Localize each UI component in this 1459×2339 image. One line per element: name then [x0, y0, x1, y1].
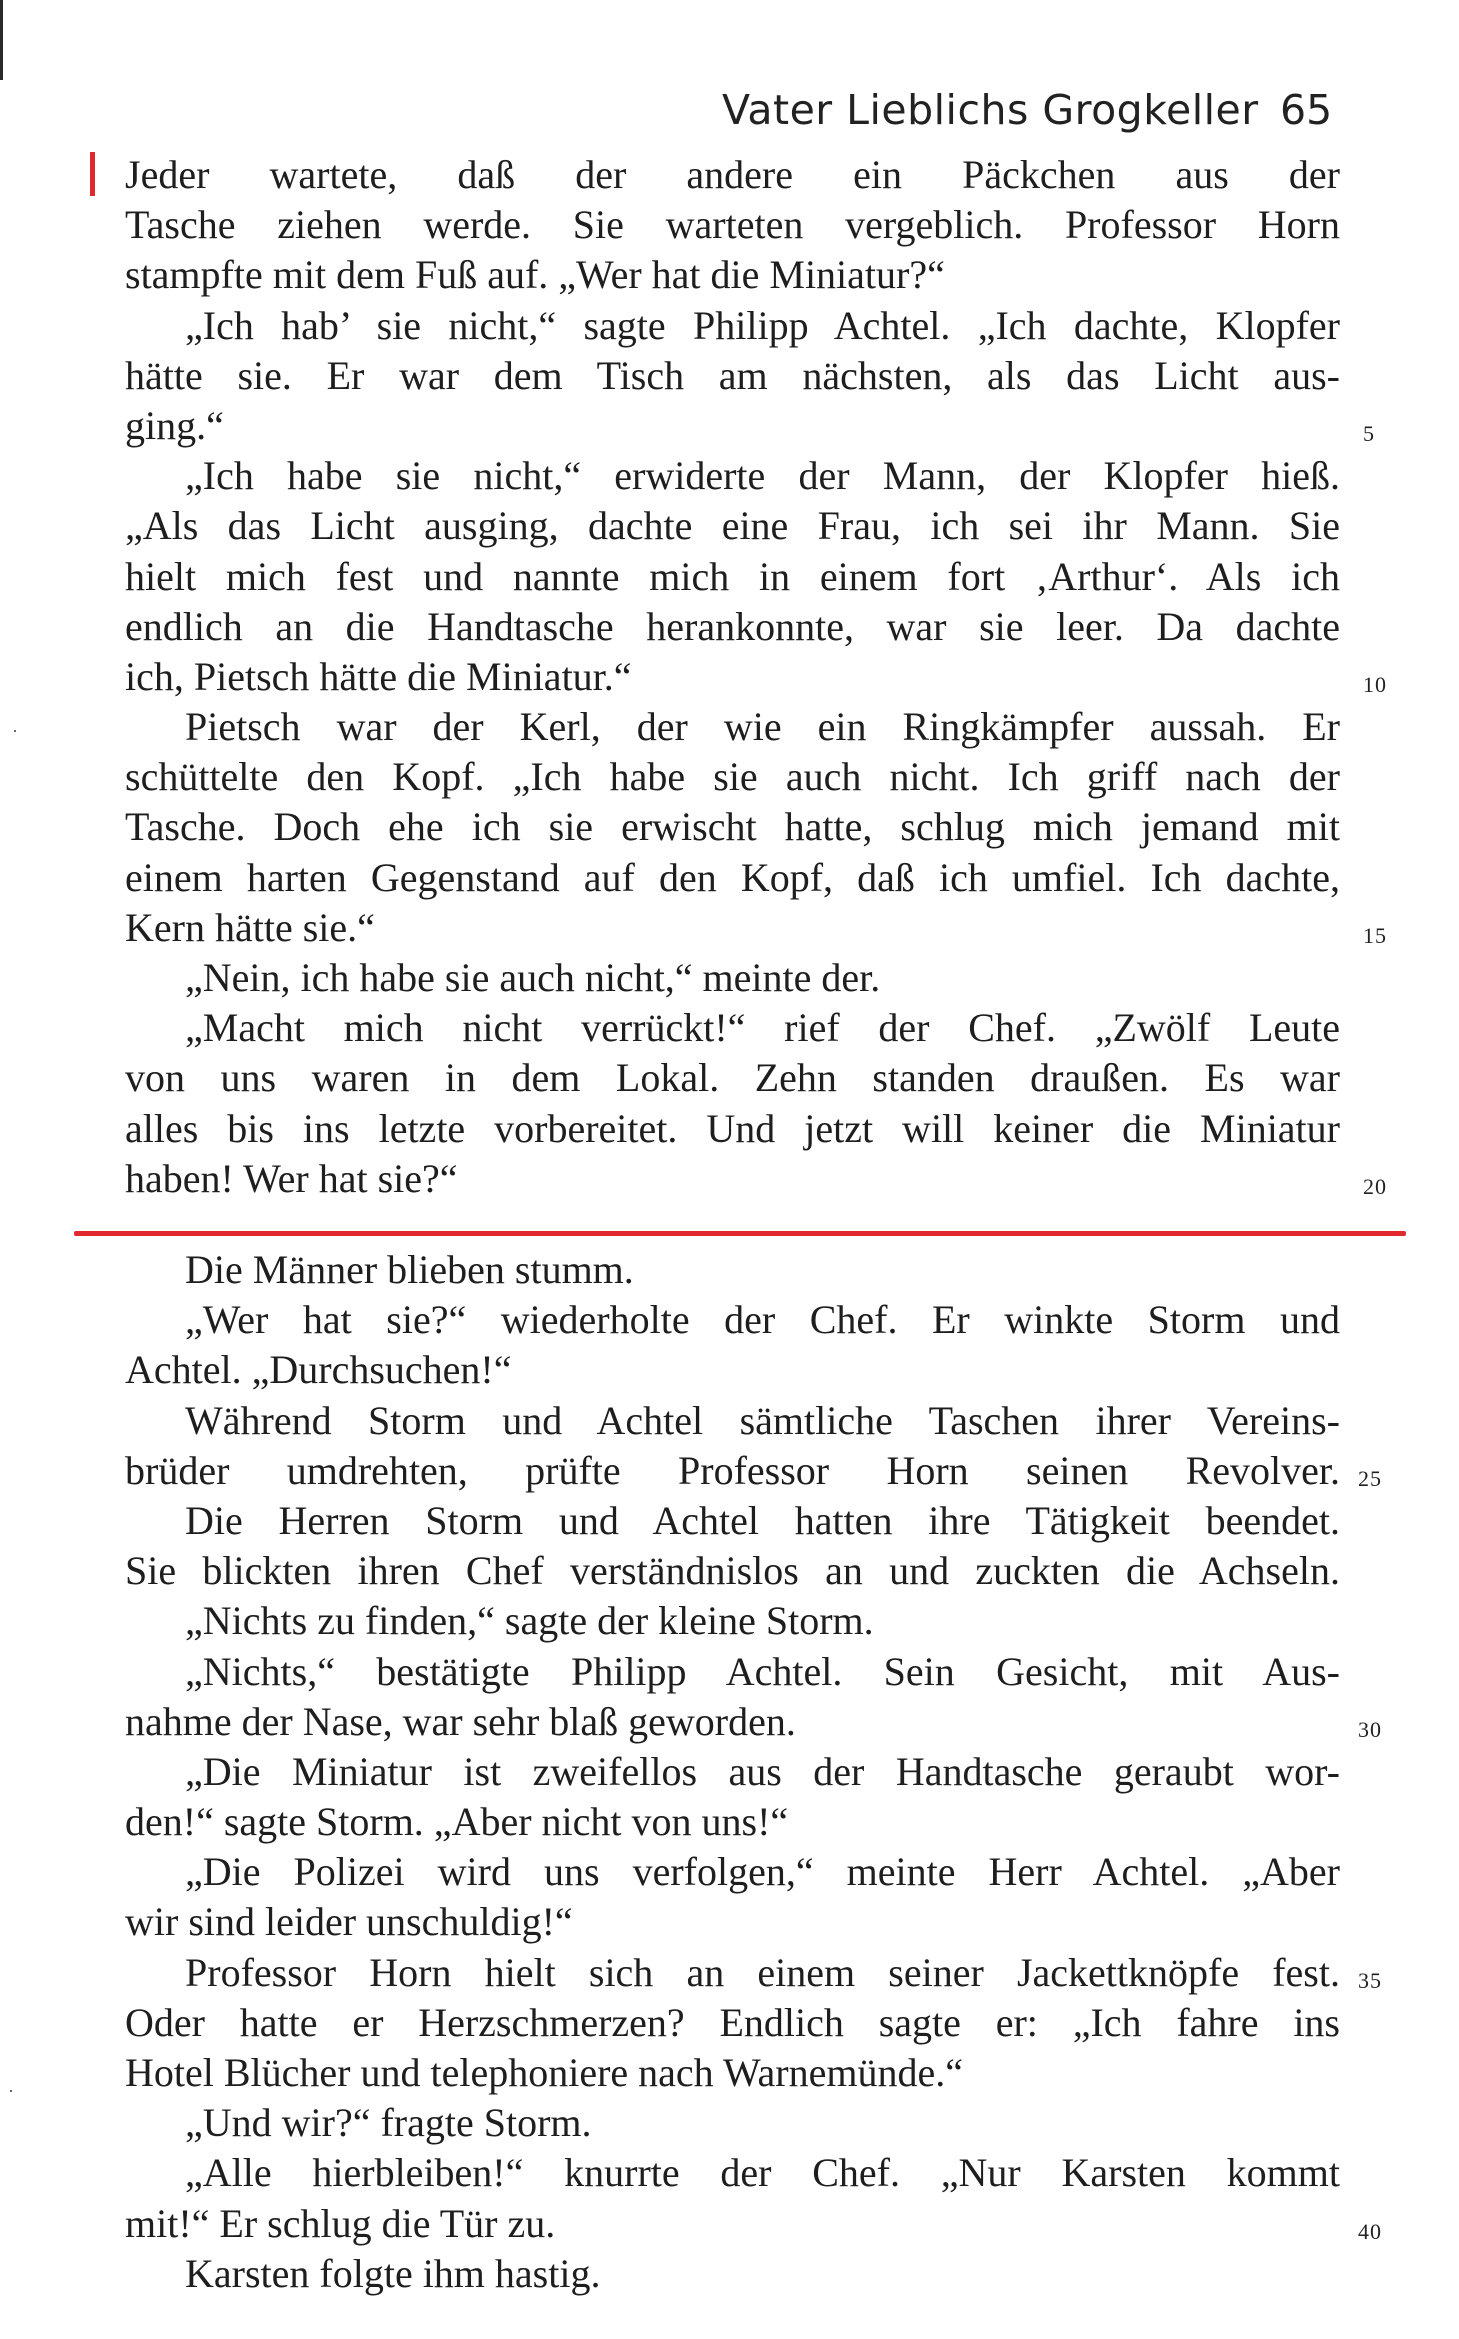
line-text: „Nichts zu finden,“ sagte der kleine Storm.	[185, 1598, 874, 1644]
line-text: Während Storm und Achtel sämtliche Taschen ihrer Vereins-	[185, 1397, 1340, 1443]
text-line	[125, 1647, 1340, 1697]
text-line	[125, 1154, 1387, 1204]
margin-speck	[14, 730, 16, 732]
line-text: Oder hatte er Herzschmerzen? Endlich sagte er: „Ich fahre ins	[125, 1999, 1340, 2045]
line-text: hätte sie. Er war dem Tisch am nächsten, als das Licht aus-	[125, 352, 1340, 398]
line-text: „Und wir?“ fragte Storm.	[185, 2100, 592, 2146]
text-line	[125, 702, 1340, 752]
line-text: „Nein, ich habe sie auch nicht,“ meinte der.	[185, 955, 881, 1000]
line-text: Sie blickten ihren Chef verständnislos an und zuckten die Achseln.	[125, 1548, 1340, 1594]
line-text: den!“ sagte Storm. „Aber nicht von uns!“	[125, 1799, 789, 1845]
red-separator-line	[74, 1231, 1406, 1236]
line-text: ich, Pietsch hätte die Miniatur.“	[125, 653, 632, 699]
text-line	[125, 2098, 1340, 2148]
text-line	[125, 351, 1340, 401]
line-text: Tasche ziehen werde. Sie warteten vergeblich. Professor Horn	[125, 202, 1340, 248]
line-text: alles bis ins letzte vorbereitet. Und jetzt will keiner die Miniatur	[125, 1105, 1340, 1151]
text-line	[125, 1053, 1340, 1103]
text-line	[125, 200, 1340, 250]
text-line	[125, 1446, 1382, 1496]
line-text: „Macht mich nicht verrückt!“ rief der Chef. „Zwölf Leute	[185, 1005, 1340, 1051]
text-line	[125, 451, 1340, 501]
line-text: haben! Wer hat sie?“	[125, 1155, 458, 1201]
text-line	[125, 1345, 1340, 1395]
text-line	[125, 301, 1340, 351]
running-header-title: Vater Lieblichs Grogkeller	[722, 86, 1259, 134]
text-line	[125, 2148, 1340, 2198]
text-line	[125, 501, 1340, 551]
line-text: Professor Horn hielt sich an einem seiner Jackettknöpfe fest.	[185, 1949, 1340, 1995]
line-text: Tasche. Doch ehe ich sie erwischt hatte, schlug mich jemand mit	[125, 804, 1340, 850]
line-text: einem harten Gegenstand auf den Kopf, daß ich umfiel. Ich dachte,	[125, 854, 1340, 900]
text-line	[125, 552, 1340, 602]
line-text: Achtel. „Durchsuchen!“	[125, 1347, 512, 1393]
text-line	[125, 150, 1340, 200]
text-line	[125, 2048, 1340, 2098]
text-line	[125, 652, 1387, 702]
text-line	[125, 1396, 1340, 1446]
text-line	[125, 2199, 1382, 2249]
line-text: Die Herren Storm und Achtel hatten ihre Tätigkeit beendet.	[185, 1497, 1340, 1543]
running-header	[700, 86, 1340, 146]
text-line	[125, 1496, 1340, 1546]
line-text: „Ich habe sie nicht,“ erwiderte der Mann, der Klopfer hieß.	[185, 453, 1340, 499]
text-line	[125, 1003, 1340, 1053]
line-text: endlich an die Handtasche herankonnte, war sie leer. Da dachte	[125, 603, 1340, 649]
text-line	[125, 1245, 1340, 1295]
line-number: 15	[1363, 922, 1387, 948]
text-block-lower	[125, 1245, 1382, 2299]
margin-speck	[10, 2090, 12, 2092]
line-text: „Wer hat sie?“ wiederholte der Chef. Er winkte Storm und	[185, 1297, 1340, 1343]
text-line	[125, 1295, 1340, 1345]
line-text: von uns waren in dem Lokal. Zehn standen draußen. Es war	[125, 1055, 1340, 1101]
text-line	[125, 1697, 1382, 1747]
text-line	[125, 1998, 1340, 2048]
line-number: 35	[1358, 1967, 1382, 1993]
text-line	[125, 1847, 1340, 1897]
line-text: Die Männer blieben stumm.	[185, 1247, 634, 1292]
text-block-upper	[125, 150, 1387, 1204]
line-text: Kern hätte sie.“	[125, 904, 375, 950]
line-text: Hotel Blücher und telephoniere nach Warnemünde.“	[125, 2050, 963, 2095]
line-text: Pietsch war der Kerl, der wie ein Ringkämpfer aussah. Er	[185, 704, 1340, 750]
text-line	[125, 1948, 1382, 1998]
line-text: Jeder wartete, daß der andere ein Päckchen aus der	[125, 152, 1340, 197]
line-text: wir sind leider unschuldig!“	[125, 1899, 573, 1945]
line-text: nahme der Nase, war sehr blaß geworden.	[125, 1698, 796, 1744]
text-line	[125, 1104, 1340, 1154]
line-text: mit!“ Er schlug die Tür zu.	[125, 2200, 556, 2246]
line-text: „Ich hab’ sie nicht,“ sagte Philipp Achtel. „Ich dachte, Klopfer	[185, 302, 1340, 348]
line-text: schüttelte den Kopf. „Ich habe sie auch nicht. Ich griff nach der	[125, 754, 1340, 800]
line-number: 5	[1363, 420, 1375, 446]
text-line	[125, 250, 1340, 300]
text-line	[125, 2249, 1340, 2299]
text-line	[125, 1747, 1340, 1797]
line-text: brüder umdrehten, prüfte Professor Horn seinen Revolver.	[125, 1447, 1340, 1493]
text-line	[125, 1546, 1340, 1596]
line-number: 20	[1363, 1173, 1387, 1199]
text-line	[125, 1897, 1340, 1947]
line-number: 30	[1358, 1716, 1382, 1742]
line-text: „Nichts,“ bestätigte Philipp Achtel. Sein Gesicht, mit Aus-	[185, 1648, 1340, 1694]
text-line	[125, 802, 1340, 852]
line-number: 40	[1358, 2218, 1382, 2244]
page-edge-line	[0, 0, 3, 80]
revision-bar-marker	[90, 152, 95, 196]
line-number: 25	[1358, 1465, 1382, 1491]
line-text: „Die Polizei wird uns verfolgen,“ meinte Herr Achtel. „Aber	[185, 1849, 1340, 1895]
text-line	[125, 953, 1340, 1003]
text-line	[125, 752, 1340, 802]
line-number: 10	[1363, 671, 1387, 697]
line-text: ging.“	[125, 402, 224, 448]
text-line	[125, 853, 1340, 903]
line-text: „Als das Licht ausging, dachte eine Frau, ich sei ihr Mann. Sie	[125, 503, 1340, 549]
text-line	[125, 602, 1340, 652]
page-number: 65	[1280, 86, 1333, 134]
text-line	[125, 1797, 1340, 1847]
line-text: stampfte mit dem Fuß auf. „Wer hat die Miniatur?“	[125, 252, 945, 298]
text-line	[125, 401, 1375, 451]
text-line	[125, 1596, 1340, 1646]
line-text: Karsten folgte ihm hastig.	[185, 2250, 601, 2296]
line-text: „Die Miniatur ist zweifellos aus der Handtasche geraubt wor-	[185, 1748, 1340, 1794]
line-text: hielt mich fest und nannte mich in einem fort ‚Arthur‘. Als ich	[125, 553, 1340, 599]
text-line	[125, 903, 1387, 953]
line-text: „Alle hierbleiben!“ knurrte der Chef. „Nur Karsten kommt	[185, 2150, 1340, 2196]
